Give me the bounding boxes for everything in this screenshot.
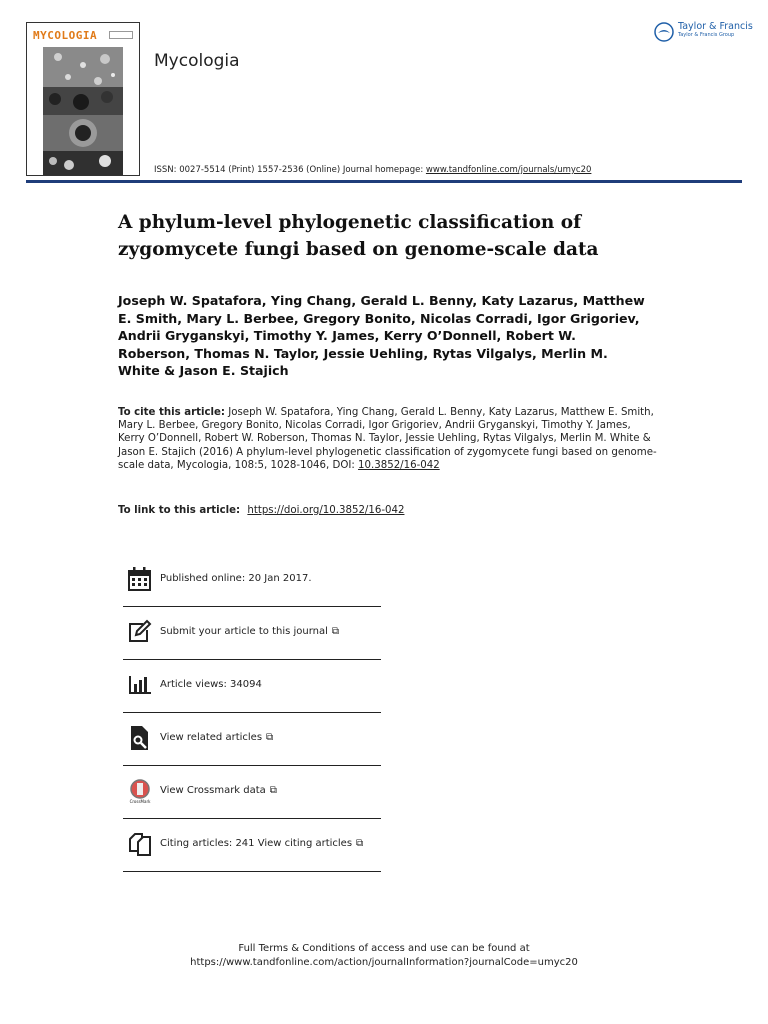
cover-image — [43, 47, 123, 175]
cite-label: To cite this article: — [118, 407, 225, 418]
article-views-row — [123, 672, 381, 725]
row-divider — [123, 606, 381, 607]
taylor-francis-logo-icon — [654, 22, 674, 42]
external-link-icon: ⧉ — [331, 626, 340, 637]
terms-footer — [0, 942, 768, 970]
crossmark-icon — [127, 778, 153, 804]
row-divider — [123, 765, 381, 766]
submit-article-row[interactable] — [123, 619, 381, 672]
related-articles-label: View related articles — [160, 732, 263, 743]
crossmark-link[interactable] — [160, 785, 277, 796]
terms-text: Full Terms & Conditions of access and use can be found at — [238, 943, 530, 954]
row-divider — [123, 871, 381, 872]
external-link-icon: ⧉ — [356, 838, 364, 849]
search-document-icon — [127, 725, 153, 751]
row-divider — [123, 818, 381, 819]
citing-articles-link[interactable] — [160, 838, 363, 849]
cite-text: Joseph W. Spatafora, Ying Chang, Gerald L. Benny, Katy Lazarus, Matthew E. Smith, Mary L. Berbee, Gregory Bonito, Nicolas Corradi, Igor Grigoriev, Andrii Gryganskyi, Timothy Y. James, Kerry O’Donnell, Robert W. Roberson, Thomas N. Taylor, Jessie Uehling, Rytas Vilgalys, Merlin M. White & Jason E. Stajich (2016) A phylum-level phylogenetic classification of zygomycete fungi based on genome-scale data, Mycologia, 108:5, 1028-1046, DOI: — [118, 407, 657, 471]
published-online-row — [123, 566, 381, 619]
citation-block — [118, 406, 658, 472]
journal-homepage-link[interactable]: www.tandfonline.com/journals/umyc20 — [425, 165, 592, 175]
journal-name: Mycologia — [154, 51, 240, 71]
related-articles-row[interactable] — [123, 725, 381, 778]
issn-text: ISSN: 0027-5514 (Print) 1557-2536 (Online) Journal homepage: — [154, 165, 424, 175]
cover-title: MYCOLOGIA — [33, 29, 98, 42]
row-divider — [123, 659, 381, 660]
author-list: Joseph W. Spatafora, Ying Chang, Gerald L. Benny, Katy Lazarus, Matthew E. Smith, Mary L. Berbee, Gregory Bonito, Nicolas Corradi, Igor Grigoriev, Andrii Gryganskyi, Timothy Y. James, Kerry O’Donnell, Robert W. Roberson, Thomas N. Taylor, Jessie Uehling, Rytas Vilgalys, Merlin M. White & Jason E. Stajich — [118, 293, 645, 378]
publisher-name: Taylor & Francis — [678, 21, 753, 32]
citing-articles-row[interactable] — [123, 831, 381, 884]
cite-doi-link[interactable]: 10.3852/16-042 — [358, 459, 440, 471]
submit-article-link[interactable] — [160, 626, 339, 637]
bar-chart-icon — [127, 672, 153, 698]
article-doi-link[interactable]: https://doi.org/10.3852/16-042 — [247, 505, 405, 516]
related-articles-link[interactable] — [160, 732, 273, 743]
svg-text:CrossMark: CrossMark — [129, 799, 151, 804]
article-title: A phylum-level phylogenetic classification of zygomycete fungi based on genome-scale data — [118, 212, 599, 260]
article-link-line — [118, 505, 404, 516]
external-link-icon: ⧉ — [269, 785, 277, 796]
publisher-logo[interactable] — [654, 22, 753, 42]
terms-url[interactable]: https://www.tandfonline.com/action/journalInformation?journalCode=umyc20 — [190, 957, 578, 968]
crossmark-row[interactable] — [123, 778, 381, 831]
link-label: To link to this article: — [118, 505, 241, 516]
header-divider — [26, 180, 742, 183]
submit-article-label: Submit your article to this journal — [160, 626, 328, 637]
publisher-subtitle: Taylor & Francis Group — [678, 32, 735, 39]
journal-cover — [26, 22, 140, 176]
issn-line — [154, 165, 591, 175]
crossmark-label: View Crossmark data — [160, 785, 266, 796]
published-online-label: Published online: 20 Jan 2017. — [160, 573, 312, 584]
article-views-label: Article views: 34094 — [160, 679, 262, 690]
calendar-icon — [127, 566, 153, 592]
cover-badge — [109, 31, 133, 39]
citing-articles-label: Citing articles: 241 View citing articles — [160, 838, 353, 849]
citing-articles-icon — [127, 831, 153, 857]
external-link-icon: ⧉ — [266, 732, 274, 743]
row-divider — [123, 712, 381, 713]
edit-icon — [127, 619, 153, 645]
